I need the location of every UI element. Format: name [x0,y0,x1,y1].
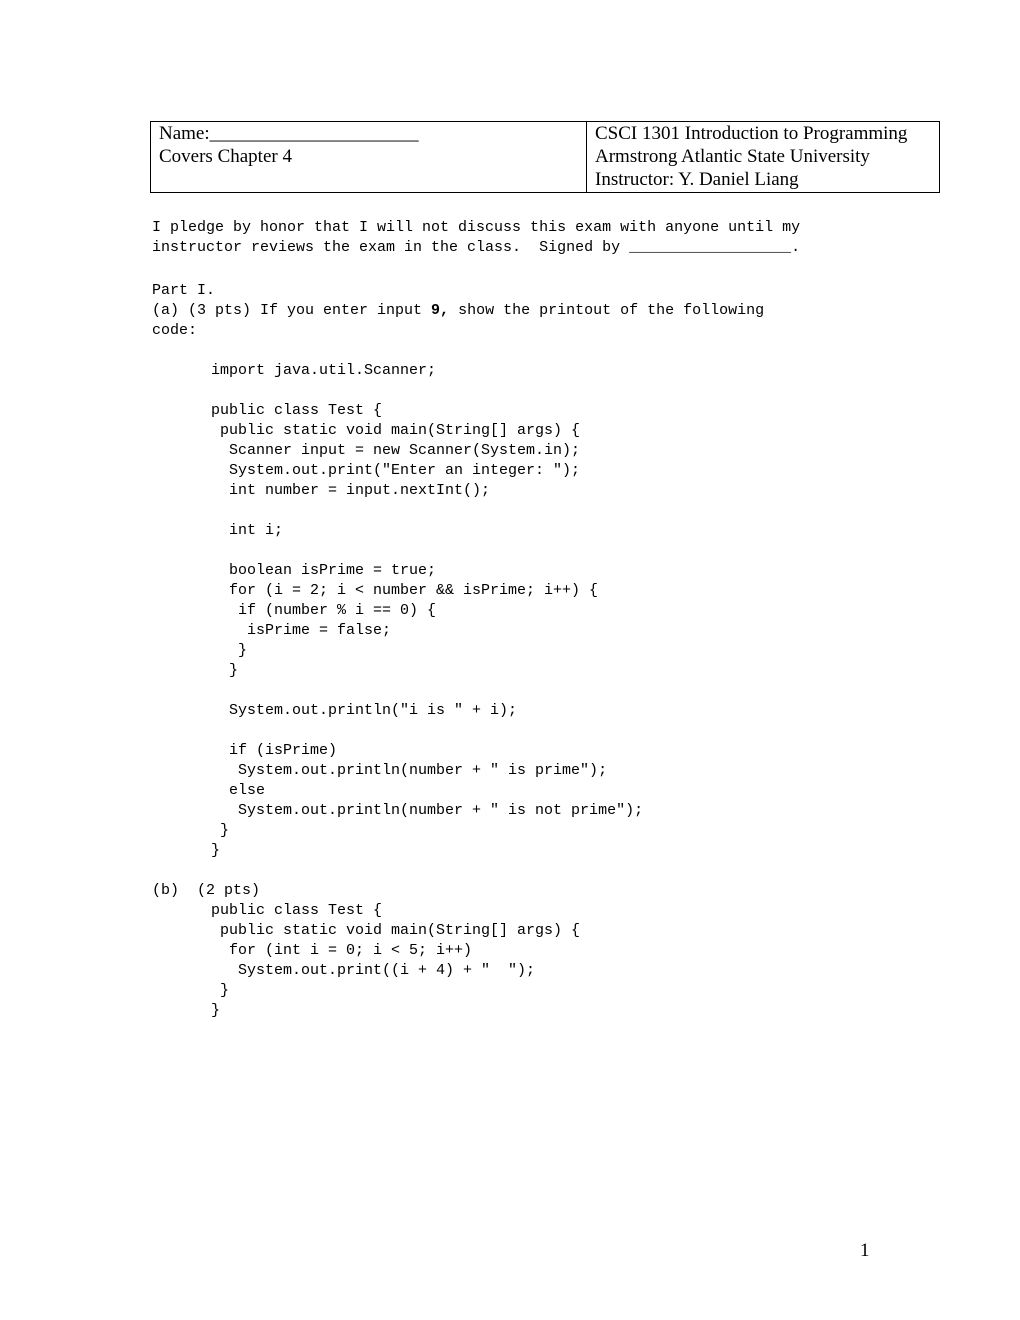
code-line: } [211,662,239,679]
header-right-cell [587,122,939,192]
pledge-line: instructor reviews the exam in the class. Signed by __________________. [152,239,801,256]
part1-section [152,281,765,361]
code-line: int i; [211,522,284,539]
code-line: Scanner input = new Scanner(System.in); [211,442,581,459]
code-line: } [211,822,230,839]
code-line: public static void main(String[] args) { [211,422,581,439]
question-b-label: (b) (2 pts) [152,882,261,899]
instructor-name: Instructor: Y. Daniel Liang [595,169,799,190]
code-line: import java.util.Scanner; [211,362,437,379]
exam-header-table [150,121,940,193]
question-b [152,881,261,921]
page-number: 1 [860,1240,870,1261]
code-line: } [211,982,230,999]
code-line: for (int i = 0; i < 5; i++) [211,942,473,959]
code-line: } [211,642,248,659]
question-a-prompt-cont: code: [152,322,198,339]
course-title: CSCI 1301 Introduction to Programming [595,123,908,144]
code-line: } [211,1002,221,1019]
name-field: Name:______________________ [159,123,419,144]
university-name: Armstrong Atlantic State University [595,146,870,167]
pledge-line: I pledge by honor that I will not discuss this exam with anyone until my [152,219,801,236]
code-line: if (number % i == 0) { [211,602,437,619]
chapter-coverage: Covers Chapter 4 [159,146,292,167]
pledge-text [152,218,801,278]
question-a-prompt [152,301,764,321]
code-line: System.out.print((i + 4) + " "); [211,962,536,979]
code-line: public static void main(String[] args) { [211,922,581,939]
code-line: } [211,842,221,859]
part-title: Part I. [152,282,216,299]
header-left-cell [151,122,587,192]
code-line: int number = input.nextInt(); [211,482,491,499]
code-line: if (isPrime) [211,742,338,759]
code-line: boolean isPrime = true; [211,562,437,579]
code-line: else [211,782,266,799]
code-line: System.out.println(number + " is prime"); [211,762,608,779]
code-line: public class Test { [211,902,383,919]
code-line: public class Test { [211,402,383,419]
code-line: isPrime = false; [211,622,392,639]
code-line: System.out.print("Enter an integer: "); [211,462,581,479]
question-a-input-value: 9, [431,302,450,319]
question-a-text: (a) (3 pts) If you enter input [152,302,432,319]
question-a-text-end: show the printout of the following [449,302,765,319]
code-line: for (i = 2; i < number && isPrime; i++) { [211,582,599,599]
code-line: System.out.println(number + " is not prime"); [211,802,644,819]
code-line: System.out.println("i is " + i); [211,702,518,719]
